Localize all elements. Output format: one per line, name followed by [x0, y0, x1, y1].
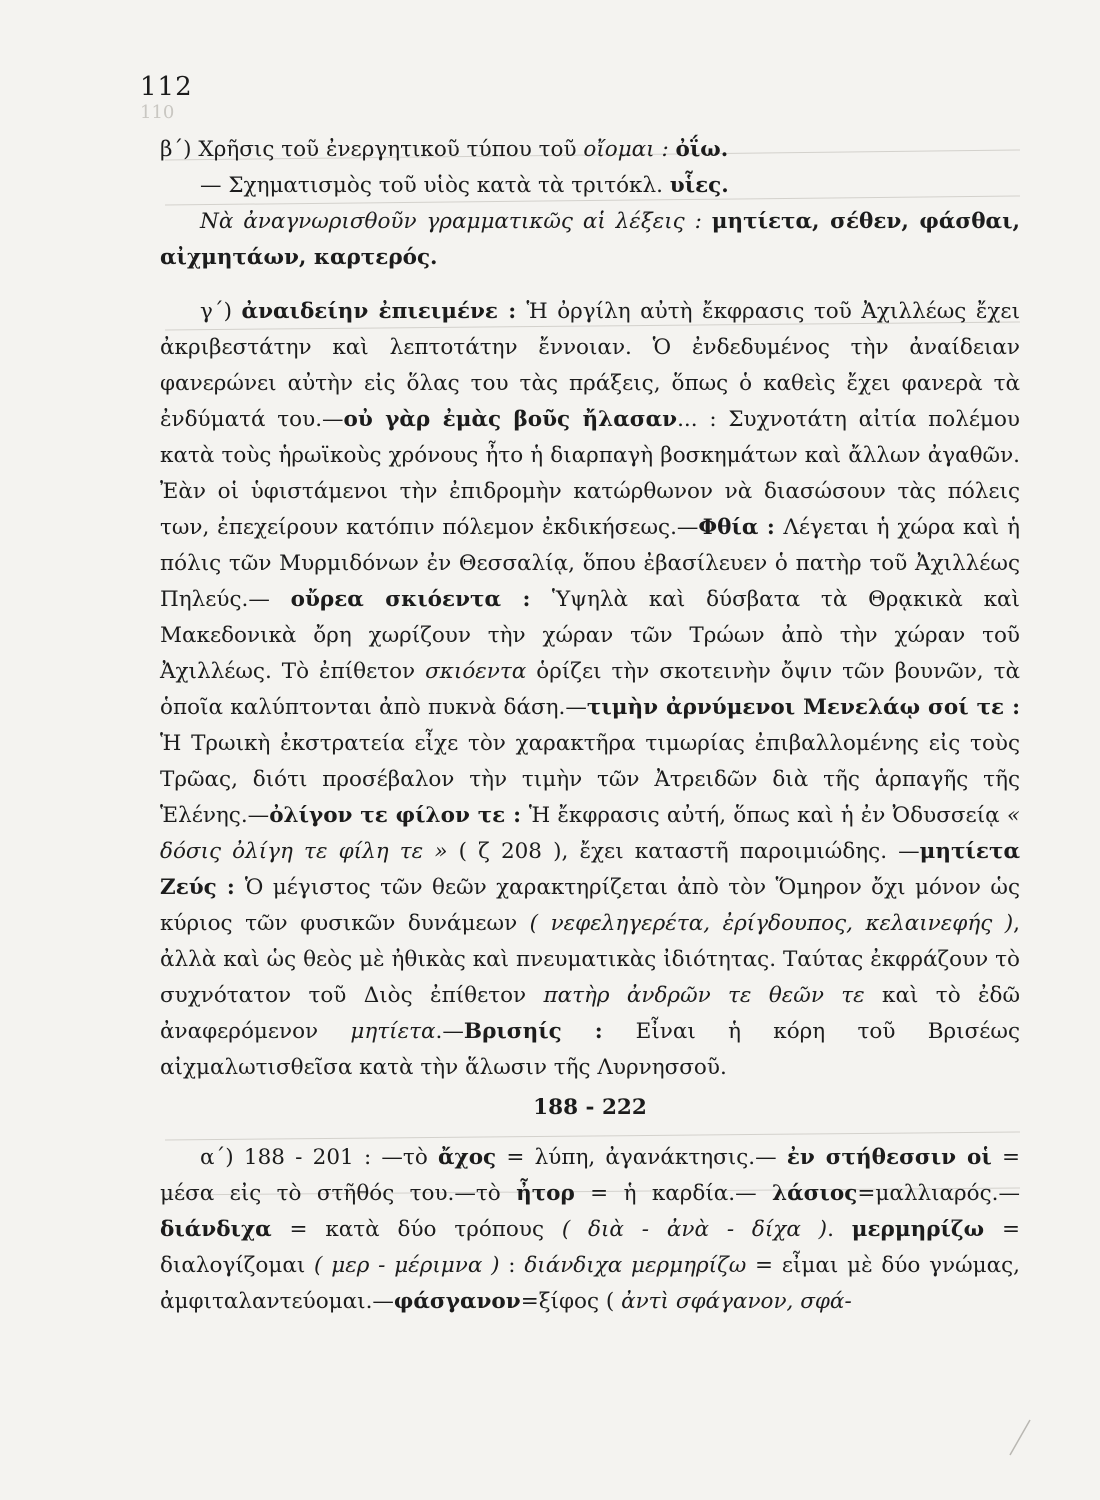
- text-run: — Σχηματισμὸς τοῦ υἱὸς κατὰ τὰ τριτόκλ.: [200, 173, 670, 198]
- text-run: = κατὰ δύο τρόπους: [271, 1217, 562, 1242]
- italic-term: σκιόεντα: [425, 659, 527, 684]
- text-run: = εἶμαι μὲ δύο γνώμας, ἀμφιταλαντεύομαι.—: [160, 1253, 1020, 1314]
- bold-term: ἀναιδείην ἐπιειμένε :: [241, 299, 527, 324]
- text-run: = λύπη, ἀγανάκτησις.—: [496, 1145, 787, 1170]
- italic-term: ἀντὶ σφάγανον, σφά-: [621, 1289, 852, 1314]
- text-run: =ξίφος (: [520, 1289, 622, 1314]
- text-run: , ἀλλὰ καὶ ὡς θεὸς μὲ ἠθικὰς καὶ πνευματικὰς ἰδιότητας. Ταύτας ἐκφράζουν τὸ συχνότατον τοῦ Διὸς ἐπίθετον: [160, 911, 1020, 1008]
- italic-term: ( νεφεληγερέτα, ἐρίγδουπος, κελαινεφής ): [529, 911, 1014, 936]
- text-run: καὶ τὸ ἐδῶ ἀναφερόμενον: [160, 983, 1021, 1044]
- italic-term: διάνδιχα μερμηρίζω: [524, 1253, 747, 1278]
- italic-term: οἴομαι :: [583, 137, 676, 162]
- paragraph-exercise: [160, 204, 1020, 276]
- text-run: β΄) Χρῆσις τοῦ ἐνεργητικοῦ τύπου τοῦ: [160, 137, 584, 162]
- bold-term: ἦτορ: [516, 1181, 575, 1206]
- text-run: .: [827, 1217, 852, 1242]
- text-run: :: [499, 1253, 525, 1278]
- bold-term: Φθία :: [698, 515, 784, 540]
- paragraph-a: [160, 1140, 1020, 1320]
- text-run: Ὁ μέγιστος τῶν θεῶν χαρακτηρίζεται ἀπὸ τὸν Ὅμηρον ὄχι μόνον ὡς κύριος τῶν φυσικῶν δυνάμεων: [160, 875, 1020, 936]
- bleed-page-number: 110: [140, 102, 175, 123]
- text-run: Ὑψηλὰ καὶ δύσβατα τὰ Θρᾳκικὰ καὶ Μακεδονικὰ ὄρη χωρίζουν τὴν χώραν τῶν Τρώων ἀπὸ τὴν χώραν τοῦ Ἀχιλλέως. Τὸ ἐπίθετον: [160, 587, 1020, 684]
- text-run: γ΄): [200, 299, 242, 324]
- text-run: .—: [435, 1019, 464, 1044]
- text-run: Λέγεται ἡ χώρα καὶ ἡ πόλις τῶν Μυρμιδόνων ἐν Θεσσαλίᾳ, ὅπου ἐβασίλευεν ὁ πατὴρ τοῦ Ἀχιλλέως Πηλεύς.—: [160, 515, 1020, 612]
- paragraph-c: [160, 294, 1020, 1086]
- bold-term: ἄχος: [438, 1145, 497, 1170]
- text-run: Ἡ Τρωικὴ ἐκστρατεία εἶχε τὸν χαρακτῆρα τιμωρίας ἐπιβαλλομένης εἰς τοὺς Τρῶας, διότι προσέβαλον τὴν τιμὴν τῶν Ἀτρειδῶν διὰ τῆς ἁρπαγῆς τῆς Ἑλένης.—: [160, 731, 1020, 828]
- text-run: ( ζ 208 ), ἔχει καταστῆ παροιμιώδης. —: [447, 839, 920, 864]
- italic-term: ( διὰ - ἀνὰ - δίχα ): [561, 1217, 828, 1242]
- text-run: α΄) 188 - 201 : —τὸ: [200, 1145, 439, 1170]
- bold-term: οὐ γὰρ ἐμὰς βοῦς ἤλασαν: [343, 407, 678, 432]
- bold-term: διάνδιχα: [160, 1217, 272, 1242]
- text-run: = μέσα εἰς τὸ στῆθός του.—τὸ: [160, 1145, 1020, 1206]
- italic-term: πατὴρ ἀνδρῶν τε θεῶν τε: [543, 983, 865, 1008]
- text-run: Ἡ ὀργίλη αὐτὴ ἔκφρασις τοῦ Ἀχιλλέως ἔχει ἀκριβεστάτην καὶ λεπτοτάτην ἔννοιαν. Ὁ ἐνδεδυμένος τὴν ἀναίδειαν φανερώνει αὐτὴν εἰς ὅλας του τὰς πράξεις, ὅπως ὁ καθεὶς ἔχει φανερὰ τὰ ἐνδύματά του.—: [160, 299, 1020, 432]
- italic-term: ( μερ - μέριμνα ): [314, 1253, 500, 1278]
- section-heading: 188 - 222: [533, 1095, 647, 1120]
- bold-term: φάσγανον: [393, 1289, 521, 1314]
- bold-term: υἷες.: [669, 173, 729, 198]
- text-run: =μαλλιαρός.—: [857, 1181, 1020, 1206]
- bold-term: Βρισηίς :: [463, 1019, 636, 1044]
- bold-term: μερμηρίζω: [851, 1217, 985, 1242]
- bold-term: ἐν στήθεσσιν οἱ: [786, 1145, 992, 1170]
- italic-term: « δόσις ὀλίγη τε φίλη τε »: [160, 803, 1020, 864]
- paragraph-b: [160, 132, 1020, 168]
- text-run: = ἡ καρδία.—: [574, 1181, 773, 1206]
- text-run: = διαλογίζομαι: [160, 1217, 1020, 1278]
- page-number: 112: [140, 72, 193, 102]
- bold-term: τιμὴν ἀρνύμενοι Μενελάῳ σοί τε :: [586, 695, 1021, 720]
- bold-term: λάσιος: [772, 1181, 858, 1206]
- paragraph-formation: [160, 168, 1020, 204]
- bold-term: μητίετα Ζεύς :: [160, 839, 1020, 900]
- page-text: [160, 132, 1020, 1320]
- italic-instruction: Νὰ ἀναγνωρισθοῦν γραμματικῶς αἱ λέξεις :: [200, 209, 712, 234]
- text-run: ... : Συχνοτάτη αἰτία πολέμου κατὰ τοὺς ἡρωϊκοὺς χρόνους ἦτο ἡ διαρπαγὴ βοσκημάτων καὶ ἄλλων ἀγαθῶν. Ἐὰν οἱ ὑφιστάμενοι τὴν ἐπιδρομὴν κατώρθωνον νὰ διασώσουν τὰς πόλεις των, ἐπεχείρουν κατόπιν πόλεμον ἐκδικήσεως.—: [160, 407, 1020, 540]
- bold-term: οὔρεα σκιόεντα :: [290, 587, 552, 612]
- bold-term: μητίετα, σέθεν, φάσθαι, αἰχμητάων, καρτερός.: [160, 209, 1020, 270]
- text-run: Ἡ ἔκφρασις αὐτή, ὅπως καὶ ἡ ἐν Ὀδυσσείᾳ: [528, 803, 1007, 828]
- bold-term: ὀλίγον τε φίλον τε :: [269, 803, 529, 828]
- italic-term: μητίετα: [350, 1019, 436, 1044]
- text-run: ὁρίζει τὴν σκοτεινὴν ὄψιν τῶν βουνῶν, τὰ ὁποῖα καλύπτονται ἀπὸ πυκνὰ δάση.—: [160, 659, 1020, 720]
- bold-term: ὀΐω.: [675, 137, 729, 162]
- text-run: Εἶναι ἡ κόρη τοῦ Βρισέως αἰχμαλωτισθεῖσα κατὰ τὴν ἅλωσιν τῆς Λυρνησσοῦ.: [160, 1019, 1020, 1080]
